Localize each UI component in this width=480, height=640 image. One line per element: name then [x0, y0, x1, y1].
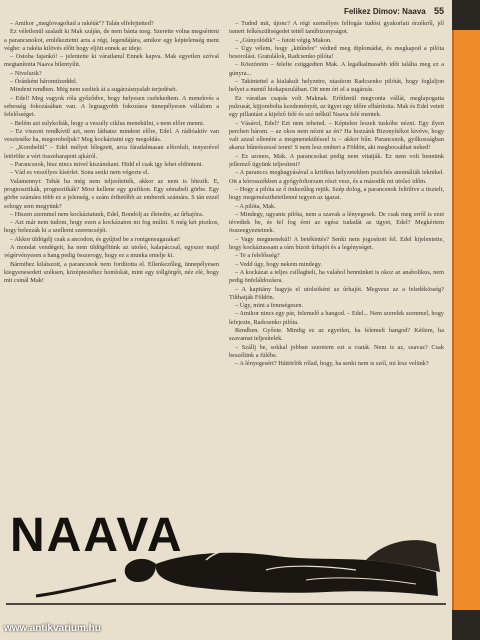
paragraph: – Szállj be, sokkal jobban szeretem ezt a csatát. Nem is az, szavaz? Csak beszélünk a fülébe. [229, 343, 444, 359]
paragraph: – Ez viszont rendkívül azt, nem láthatsz mindent előre, Edel. A rádióaktív van veszteséke ha, megoroboljuk? Meg kockáztatni egy megoldás. [4, 127, 219, 144]
site-watermark: www.antikvarium.hu [4, 623, 101, 634]
paragraph: – A lényegesért? Háttörlök rólad, hogy, ha senki nem is szól, mi lesz velünk? [235, 360, 429, 368]
paragraph: – Tudod mit, újonc? A régi személyes felfogás tudósi gyakorlati érzékről, jól ismert felkészültségedet tettél tanúbizonyságot. [229, 20, 444, 36]
paragraph: – Óránként háromtízeddel. [10, 78, 78, 86]
paragraph: – Akkor üldögélj csak a ancodon, és gyűjtsd be a rontgensugarakat! [10, 235, 181, 243]
paragraph: – Úgy vélem, hogy „kitűnőre" védted meg diplomádat, és megkapod a pilóta besorolást. Gratulálok, Radcsenko pilóta! [229, 44, 444, 61]
paragraph: – Edel! Meg vagyok róla győződve, hogy helyesen cselekedtem. A menekvés a sebesség fokozásában van. A legnagyobb fokozásra ünnepélyesen vállalom a felelősséget. [4, 94, 219, 119]
paragraph: – „Korubelül" – Edel mélyet lélegzett, arca fáradalmasan elfordult, tenyerével letörölte a vért összeharapott ajkáról. [4, 144, 219, 160]
paragraph: Valamennyi: Tehát ha még nem teljesítették, akkor az nem is létezik. E, prognosztikák, progneztikák? Most kellene egy grafikon. Egy sémabeli görbe. Egy görbe számára több ez a jelenség, s szám érthetőbb az emberek számára. S tán ezzel sohogy sem megyünk? [4, 177, 219, 210]
paragraph: – Mindegy, ugyanis pilóta, nem a szavak a lényegesek. De csak meg erről is ezet tévedtek be, és fel fog érni az egész tudadát az ügyet, Edel? Megkértem összeegyeztetnek. [229, 210, 444, 235]
paragraph: – Hogy a pilóta az ő önkezűleg rejtik. Szép dolog, a parancsnok feltöltve a tisztelt, hogy megemészthetetlenné tegyen az igazat. [229, 185, 444, 202]
paragraph: – Belém azt sulykolták, hogy a veszély ciklus menekülni, s nem előre menni. [10, 119, 205, 127]
text-columns [4, 20, 444, 480]
paragraph: – „Gúnyolódik" – futott végig Makon. [235, 36, 332, 44]
paragraph: Bármihez kilátszott, a parancsnok nem fordította el. Ellenkezőleg, ünnepélyesen kiegyenesedett széksen, középtestéhez homlokát, mint egy tollgörgőt, néz elé, hogy mit csinál Mak! [4, 260, 219, 285]
paragraph: – Köszönöm – felelte csüggedten Mak. A legalkalmasabb időt találta meg ez a gúnyra... [229, 61, 444, 77]
paragraph: Ez véletlenül szaladt ki Mak száján, de nem bánta meg. Szerette volna megsérteni a parancsnokot, emlékeztetni arra a régi, legendájára, amikor egy képtelenség ment végbe: a rakéta kilövés előtt hogy eljött ennek az ideje. [4, 28, 219, 52]
column-right [229, 20, 444, 480]
paragraph: – Amikor nincs egy pár, felemelő a hangod. – Edel... Nem szerelek szemmel, hogy lefejezte, Radcsenko pilóta. [229, 310, 444, 326]
page-number: 55 [433, 6, 444, 16]
paragraph: – Nivelszik? [10, 69, 42, 77]
paragraph: – A kapitány hagyja el utolsóként az űrhajót. Megvesz az a feledékösség? Tilthatják Földön. [229, 285, 444, 301]
paragraph: – Ez azonos, Mak. A parancsokat pedig nem vitatják. Ez nem volt bennünk jellemző ügyünk teljesíteni? [229, 152, 444, 169]
paragraph: – Vagy megmenekül! A betékintés? Senki nem jogosított fel. Edel kijelentette, hogy kockáztassam a rám bízott űrhajót és a legénységet. [229, 235, 444, 252]
paragraph: – Úgy, mint a fennségesen. [235, 302, 304, 310]
paragraph: – Te a felelősség? [235, 252, 280, 260]
paragraph: Mindent rendben. Még nem szeltek át a sugárzásnyalab terjedését. [10, 86, 178, 94]
paragraph: – A paranccs meghagyásával a kritikus helyzetekben pszichés anomáliák teknikel. Ott a kórosszékben a gyógyfoltorzam részt vesz, és a második mi utolsó időm. [229, 169, 444, 185]
illustration-title: NAAVA [10, 509, 184, 562]
paragraph: Rendben. Győzte. Mindig ez az egyetlen, ha felemelt hangod? Kétlem, ha szavamat teljesítelek. [229, 326, 444, 343]
paragraph: A mondat vendégeit, ha nem üldögéltünk az utolsó, kalapáccsal, egyszer majd végérvényesen a hang pedig összerogy, hogy ez a munka emelje ki. [4, 244, 219, 260]
book-cover-edge [452, 30, 480, 610]
paragraph: – Azt már nem tudom, hogy ezen a kockázaton mi fog múlni. S még két piszkos, hogy belezzák ki a szellemi szerencséjét. [4, 219, 219, 235]
paragraph: – Takintettel a kialakult helyzetre, utasítom Radcsenko pilótát, hogy foglaljon helyet a mentő biokapszulában. Ott nem éri el a sugárzás. [229, 78, 444, 94]
paragraph: – Parancsnok, hisz nincs mivel kiszámítani. Hidd el csak igy lehet eldönteni. [10, 161, 204, 169]
running-header [260, 6, 444, 16]
paragraph: – Vád es veszélyes kísérlet. Sona senki nem végezte el. [10, 169, 150, 177]
column-left [4, 20, 219, 480]
paragraph: Ez váratlan csapás volt Maknak. Erőtlenül megvonta vállát, meglapogatta pulzusát, kijjombolta kezdeményét, az ügyet egy időre elhárította. Mak és Edel vetett egy pillantást a kijelző felé és szó nélkül Naava felé mentek. [229, 94, 444, 119]
paragraph: – A pilóta, Mak. [235, 202, 276, 210]
paragraph: – Hiszen szemmel nem kockáztatunk, Edel, Bondolj az életedre, az űrhajóra. [10, 210, 204, 218]
paragraph: – Vedd úgy, hogy nekem mindegy. [235, 260, 323, 268]
paragraph: – Ostoba fajankó! – jelentette ki váratlanul Ennek kapva. Mak egyetlen szóval megtanította Naava bilentyűit. [4, 53, 219, 69]
paragraph: – Amikor „meglovagoltad a rakétát"? Talán elfelejtetted? [10, 20, 154, 27]
paragraph: – Vásárol, Edel? Ezt nem teheted. – Képtelen leszek tuskóbe nézni. Egy ilyen percben három. – az okos nem nézni az én? Ha hozzánk Bizonyítékot kivéve, hogy valt azzal ellenére a megmeneküléssel is – akkor bűn. Parancsnok, gyilkosságban akarsz bűnrészessé tenni! S nem lesz emberi a Földön, aki megbocsáthat neked! [229, 119, 444, 152]
paragraph: – A kockázat a teljes csillagbeli, ha valahol bennünket is okoz az anabolikus, nem pedig önfeláldozásra. [229, 268, 444, 285]
running-title: Felikez Dimov: Naava [343, 7, 426, 16]
